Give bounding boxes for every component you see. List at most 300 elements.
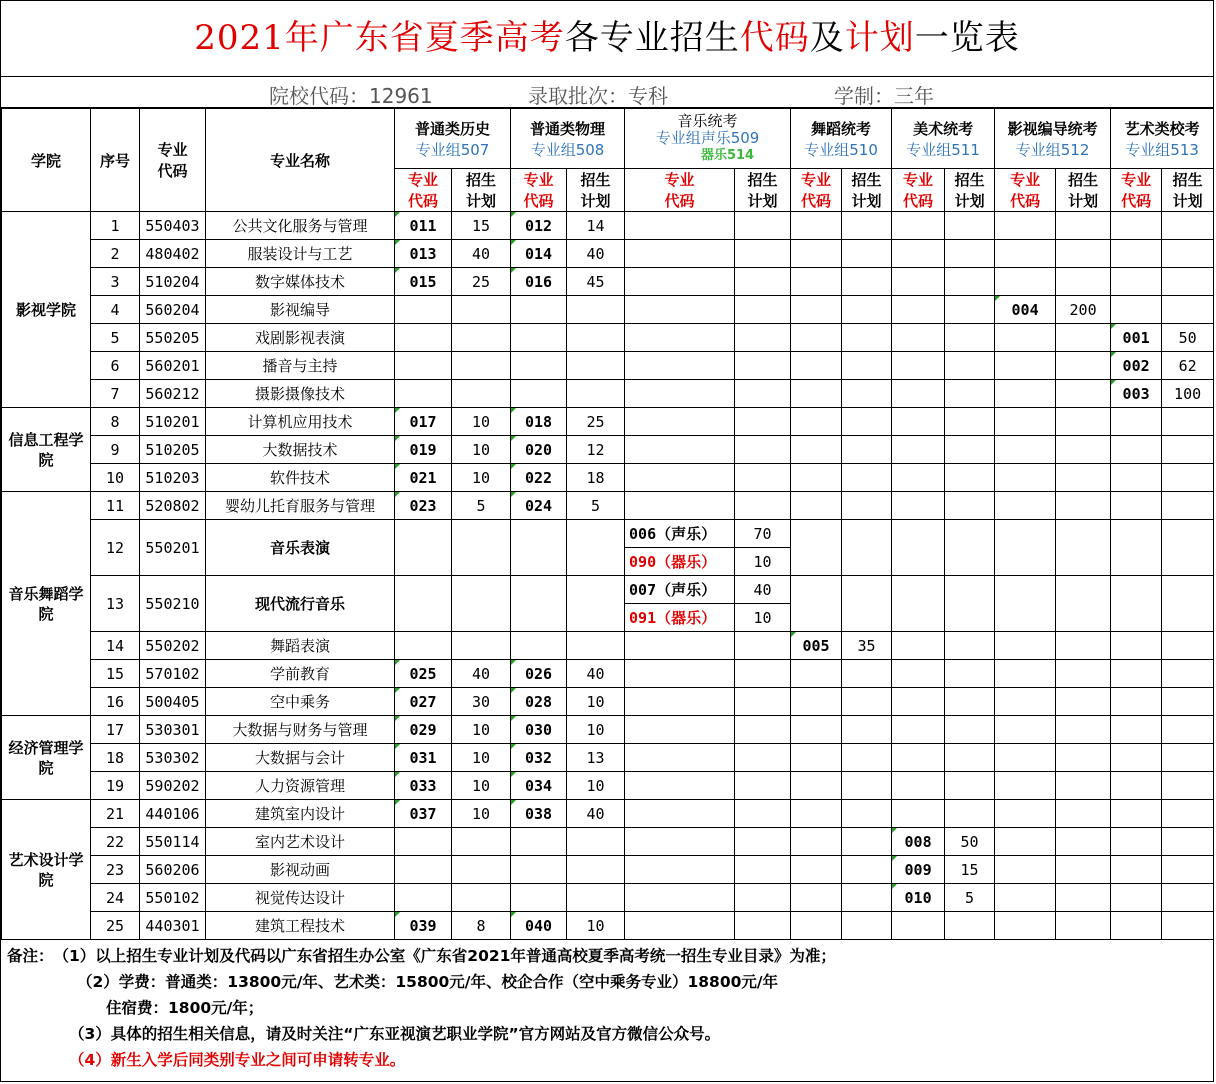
group-code-cell	[1111, 716, 1162, 744]
group-plan-cell	[1056, 744, 1111, 772]
group-plan-cell	[1162, 436, 1214, 464]
major-code-cell: 440106	[140, 800, 206, 828]
group-plan-cell	[842, 212, 892, 240]
title-year: 2021年	[194, 18, 320, 58]
table-row	[2, 464, 1214, 492]
group-plan-cell	[842, 688, 892, 716]
group-plan-cell: 10	[452, 800, 511, 828]
group-code-cell: 025	[395, 660, 452, 688]
subheader-code-l2: 代码	[1010, 192, 1041, 210]
group-code-cell	[625, 240, 735, 268]
group-code-cell	[511, 296, 567, 324]
college-cell: 影视学院	[2, 212, 91, 408]
group-plan-cell	[452, 576, 511, 632]
subheader-code	[395, 169, 452, 212]
notes	[1, 943, 1213, 1073]
group-plan-cell	[452, 296, 511, 324]
table-row	[2, 492, 1214, 520]
subheader-code-l1: 专业	[523, 171, 554, 189]
subheader-code	[791, 169, 842, 212]
group-plan-cell	[945, 520, 995, 576]
group-plan-cell	[945, 408, 995, 436]
group-plan-cell	[842, 520, 892, 576]
title-list: 一览表	[914, 18, 1020, 58]
admission-batch: 录取批次：专科	[528, 84, 668, 108]
group-code-cell	[1111, 296, 1162, 324]
major-code-cell: 550403	[140, 212, 206, 240]
table-row	[2, 688, 1214, 716]
major-code-cell: 550201	[140, 520, 206, 576]
group-code-cell	[995, 520, 1056, 576]
table-row	[2, 212, 1214, 240]
group-plan-cell: 8	[452, 912, 511, 940]
major-name-cell: 影视动画	[206, 856, 395, 884]
group-code-cell	[1111, 212, 1162, 240]
group-plan-cell	[452, 352, 511, 380]
group-plan-cell	[1056, 800, 1111, 828]
group-plan-cell	[842, 268, 892, 296]
group-plan-cell	[735, 492, 791, 520]
group-plan-cell	[842, 800, 892, 828]
group-plan-cell	[842, 296, 892, 324]
table-row	[2, 632, 1214, 660]
table-row	[2, 800, 1214, 828]
group-code-cell	[892, 800, 945, 828]
group-plan-cell	[1162, 520, 1214, 576]
group-plan-cell	[1056, 688, 1111, 716]
table-row	[2, 324, 1214, 352]
group-plan-cell	[945, 632, 995, 660]
group-code-cell	[995, 884, 1056, 912]
group-plan-cell	[1056, 884, 1111, 912]
major-name-cell: 建筑工程技术	[206, 912, 395, 940]
group-code-cell	[892, 380, 945, 408]
group-sub2: 器乐514	[700, 148, 755, 163]
group-code-cell	[791, 352, 842, 380]
group-plan-cell	[567, 520, 625, 576]
group-code-cell: 024	[511, 492, 567, 520]
group-plan-cell	[945, 716, 995, 744]
group-plan-cell	[452, 828, 511, 856]
subheader-code-l2: 代码	[903, 192, 934, 210]
group-code-cell	[791, 296, 842, 324]
group-plan-cell	[1056, 240, 1111, 268]
seq-cell: 16	[91, 688, 140, 716]
group-code-cell	[995, 744, 1056, 772]
group-plan-cell	[1162, 884, 1214, 912]
group-code-cell	[995, 408, 1056, 436]
subheader-plan	[567, 169, 625, 212]
enrollment-table	[1, 108, 1214, 940]
group-code-cell	[1111, 828, 1162, 856]
subheader-plan-l2: 计划	[580, 192, 611, 210]
group-code-cell	[791, 744, 842, 772]
group-plan-cell	[1162, 240, 1214, 268]
group-plan-cell	[842, 716, 892, 744]
group-plan-cell	[842, 408, 892, 436]
group-plan-cell	[735, 912, 791, 940]
group-plan-cell	[1162, 800, 1214, 828]
group-plan-cell: 10	[452, 408, 511, 436]
group-plan-cell	[735, 324, 791, 352]
group-plan-cell	[842, 660, 892, 688]
group-code-cell	[1111, 268, 1162, 296]
group-code-cell	[625, 212, 735, 240]
title-part: 各专业招生	[564, 18, 740, 58]
group-code-cell	[625, 632, 735, 660]
major-code-cell: 480402	[140, 240, 206, 268]
seq-cell: 21	[91, 800, 140, 828]
group-code-cell: 023	[395, 492, 452, 520]
group-code-cell	[791, 688, 842, 716]
table-row	[2, 828, 1214, 856]
major-code-cell: 510205	[140, 436, 206, 464]
group-plan-cell	[452, 632, 511, 660]
group-code-cell	[995, 464, 1056, 492]
group-sub: 专业组510	[804, 140, 878, 159]
major-name-cell: 戏剧影视表演	[206, 324, 395, 352]
group-plan-cell	[842, 856, 892, 884]
group-code-cell	[995, 772, 1056, 800]
major-name-cell: 大数据与财务与管理	[206, 716, 395, 744]
group-plan-cell	[1056, 716, 1111, 744]
group-code-cell	[892, 912, 945, 940]
group-code-cell	[395, 352, 452, 380]
group-plan-cell	[1056, 464, 1111, 492]
group-code-cell	[791, 884, 842, 912]
group-plan-cell	[842, 436, 892, 464]
group-code-cell	[995, 716, 1056, 744]
group-code-cell: 009	[892, 856, 945, 884]
group-plan-cell	[842, 380, 892, 408]
group-code-cell: 017	[395, 408, 452, 436]
group-code-cell	[1111, 576, 1162, 632]
group-name: 普通类历史	[415, 119, 491, 138]
group-code-cell	[995, 240, 1056, 268]
table-row	[2, 436, 1214, 464]
group-plan-cell	[945, 268, 995, 296]
major-code-cell: 570102	[140, 660, 206, 688]
major-code-cell: 550202	[140, 632, 206, 660]
group-plan-cell	[1162, 912, 1214, 940]
note-2: （2）学费：普通类：13800元/年、艺术类：15800元/年、校企合作（空中乘务专业）18800元/年	[77, 973, 779, 991]
table-row	[2, 352, 1214, 380]
group-plan-cell	[567, 576, 625, 632]
table-row	[2, 296, 1214, 324]
group-plan-cell	[452, 380, 511, 408]
group-code-cell	[395, 324, 452, 352]
group-plan-cell	[735, 408, 791, 436]
group-code-cell	[995, 688, 1056, 716]
major-name-cell: 建筑室内设计	[206, 800, 395, 828]
group-code-cell	[892, 576, 945, 632]
group-plan-cell: 40	[567, 660, 625, 688]
group-code-cell	[995, 436, 1056, 464]
group-code-cell	[625, 408, 735, 436]
group-plan-cell	[945, 464, 995, 492]
subheader-code	[1111, 169, 1162, 212]
group-plan-cell	[842, 828, 892, 856]
group-code-cell	[625, 324, 735, 352]
group-code-cell	[1111, 688, 1162, 716]
group-code-cell	[395, 828, 452, 856]
group-plan-cell	[945, 380, 995, 408]
major-name-cell: 室内艺术设计	[206, 828, 395, 856]
major-name-cell: 学前教育	[206, 660, 395, 688]
major-name-cell: 大数据与会计	[206, 744, 395, 772]
group-code-cell: 004	[995, 296, 1056, 324]
music-plan-cell: 70	[735, 520, 791, 548]
group-plan-cell	[1056, 520, 1111, 576]
group-code-cell	[892, 268, 945, 296]
music-code-cell: 006（声乐）	[625, 520, 735, 548]
major-name-cell: 大数据技术	[206, 436, 395, 464]
group-code-cell	[791, 212, 842, 240]
group-code-cell: 032	[511, 744, 567, 772]
major-code-cell: 550205	[140, 324, 206, 352]
group-code-cell	[625, 380, 735, 408]
college-cell: 信息工程学院	[2, 408, 91, 492]
group-name: 普通类物理	[530, 119, 606, 138]
note-1: 备注： （1）以上招生专业计划及代码以广东省招生办公室《广东省2021年普通高校夏季高考统一招生专业目录》为准；	[7, 947, 836, 965]
subheader-code-l1: 专业	[664, 171, 695, 189]
title-plan: 计划	[844, 18, 915, 58]
title-and: 及	[809, 18, 845, 58]
header-seq: 序号	[91, 109, 140, 212]
group-code-cell	[892, 324, 945, 352]
group-code-cell	[625, 352, 735, 380]
group-code-cell: 028	[511, 688, 567, 716]
group-plan-cell	[1162, 464, 1214, 492]
group-plan-cell	[1162, 716, 1214, 744]
group-code-cell	[625, 744, 735, 772]
group-code-cell	[1111, 408, 1162, 436]
group-plan-cell: 10	[567, 912, 625, 940]
group-code-cell	[395, 856, 452, 884]
group-plan-cell: 12	[567, 436, 625, 464]
subheader-code-l2: 代码	[407, 192, 438, 210]
group-plan-cell	[945, 800, 995, 828]
major-code-cell: 500405	[140, 688, 206, 716]
group-plan-cell	[735, 772, 791, 800]
group-plan-cell	[567, 856, 625, 884]
group-plan-cell	[452, 520, 511, 576]
major-code-cell: 550114	[140, 828, 206, 856]
group-code-cell	[1111, 464, 1162, 492]
table-row	[2, 240, 1214, 268]
subheader-plan	[1162, 169, 1214, 212]
group-code-cell	[395, 380, 452, 408]
subheader-code-l1: 专业	[1121, 171, 1152, 189]
group-plan-cell: 10	[567, 716, 625, 744]
group-name: 舞蹈统考	[811, 119, 872, 138]
group-code-cell	[1111, 240, 1162, 268]
group-code-cell	[1111, 772, 1162, 800]
group-code-cell: 016	[511, 268, 567, 296]
group-code-cell	[511, 856, 567, 884]
group-plan-cell	[945, 296, 995, 324]
seq-cell: 1	[91, 212, 140, 240]
music-code-cell: 090（器乐）	[625, 548, 735, 576]
group-code-cell: 027	[395, 688, 452, 716]
group-plan-cell	[1162, 492, 1214, 520]
group-plan-cell: 10	[452, 464, 511, 492]
major-code-cell: 440301	[140, 912, 206, 940]
note-3: 住宿费：1800元/年；	[106, 999, 264, 1017]
group-code-cell	[995, 660, 1056, 688]
major-name-cell: 现代流行音乐	[206, 576, 395, 632]
major-code-cell: 550102	[140, 884, 206, 912]
subheader-plan-l1: 招生	[580, 171, 611, 189]
group-plan-cell	[1162, 268, 1214, 296]
seq-cell: 10	[91, 464, 140, 492]
major-name-cell: 婴幼儿托育服务与管理	[206, 492, 395, 520]
group-plan-cell	[945, 660, 995, 688]
subheader-code-l2: 代码	[523, 192, 554, 210]
group-plan-cell: 40	[452, 240, 511, 268]
major-code-cell: 510204	[140, 268, 206, 296]
header-group-art	[892, 109, 995, 169]
major-code-cell: 560212	[140, 380, 206, 408]
seq-cell: 2	[91, 240, 140, 268]
group-code-cell	[892, 464, 945, 492]
group-code-cell	[511, 828, 567, 856]
group-code-cell	[791, 492, 842, 520]
group-code-cell: 011	[395, 212, 452, 240]
group-plan-cell	[1162, 688, 1214, 716]
header-major-code-l2: 代码	[157, 162, 188, 180]
table-row	[2, 268, 1214, 296]
group-code-cell: 003	[1111, 380, 1162, 408]
subheader-code	[511, 169, 567, 212]
seq-cell: 17	[91, 716, 140, 744]
group-name: 音乐统考	[677, 112, 738, 130]
group-code-cell	[1111, 632, 1162, 660]
group-plan-cell	[842, 240, 892, 268]
group-plan-cell	[1162, 212, 1214, 240]
group-code-cell: 031	[395, 744, 452, 772]
group-code-cell	[1111, 884, 1162, 912]
group-plan-cell	[945, 772, 995, 800]
major-code-cell: 550210	[140, 576, 206, 632]
group-plan-cell	[567, 324, 625, 352]
subheader-code-l1: 专业	[407, 171, 438, 189]
major-code-cell: 520802	[140, 492, 206, 520]
subheader-code-l2: 代码	[1121, 192, 1152, 210]
group-plan-cell: 35	[842, 632, 892, 660]
group-code-cell: 021	[395, 464, 452, 492]
group-code-cell	[995, 324, 1056, 352]
group-sub: 专业组512	[1015, 140, 1090, 159]
group-plan-cell	[735, 352, 791, 380]
group-code-cell: 014	[511, 240, 567, 268]
group-plan-cell	[842, 912, 892, 940]
group-plan-cell	[735, 660, 791, 688]
group-plan-cell: 10	[567, 688, 625, 716]
group-code-cell	[625, 436, 735, 464]
group-code-cell	[892, 632, 945, 660]
seq-cell: 13	[91, 576, 140, 632]
major-code-cell: 560204	[140, 296, 206, 324]
group-code-cell: 022	[511, 464, 567, 492]
group-code-cell: 012	[511, 212, 567, 240]
group-code-cell: 010	[892, 884, 945, 912]
major-name-cell: 空中乘务	[206, 688, 395, 716]
group-code-cell	[791, 520, 842, 576]
group-plan-cell	[567, 352, 625, 380]
group-code-cell: 038	[511, 800, 567, 828]
group-code-cell: 026	[511, 660, 567, 688]
page-title	[1, 1, 1213, 77]
group-code-cell	[892, 408, 945, 436]
major-code-cell: 530301	[140, 716, 206, 744]
group-code-cell: 040	[511, 912, 567, 940]
group-plan-cell	[1056, 268, 1111, 296]
group-plan-cell	[735, 212, 791, 240]
seq-cell: 14	[91, 632, 140, 660]
group-code-cell	[995, 856, 1056, 884]
group-plan-cell	[945, 324, 995, 352]
title-exam: 夏季高考	[424, 18, 565, 58]
table-row	[2, 576, 1214, 604]
group-plan-cell: 13	[567, 744, 625, 772]
group-plan-cell: 5	[945, 884, 995, 912]
group-code-cell	[995, 800, 1056, 828]
header-group-history	[395, 109, 511, 169]
seq-cell: 9	[91, 436, 140, 464]
header-college: 学院	[2, 109, 91, 212]
group-code-cell	[511, 884, 567, 912]
group-plan-cell	[1056, 828, 1111, 856]
group-plan-cell: 50	[945, 828, 995, 856]
group-sub: 专业组507	[415, 140, 490, 159]
group-plan-cell	[1162, 576, 1214, 632]
major-name-cell: 软件技术	[206, 464, 395, 492]
seq-cell: 22	[91, 828, 140, 856]
group-code-cell	[892, 492, 945, 520]
group-plan-cell: 10	[452, 772, 511, 800]
group-code-cell	[511, 576, 567, 632]
music-plan-cell: 40	[735, 576, 791, 604]
group-plan-cell	[1162, 408, 1214, 436]
group-code-cell: 005	[791, 632, 842, 660]
group-plan-cell	[1056, 352, 1111, 380]
group-code-cell	[1111, 436, 1162, 464]
study-duration: 学制：三年	[834, 84, 934, 108]
group-plan-cell	[945, 492, 995, 520]
major-name-cell: 影视编导	[206, 296, 395, 324]
group-plan-cell: 18	[567, 464, 625, 492]
title-province: 广东省	[319, 18, 425, 58]
seq-cell: 12	[91, 520, 140, 576]
subheader-plan-l2: 计划	[851, 192, 882, 210]
group-code-cell: 001	[1111, 324, 1162, 352]
subheader-plan	[452, 169, 511, 212]
group-plan-cell	[735, 268, 791, 296]
subheader-code-l1: 专业	[801, 171, 832, 189]
major-code-cell: 510201	[140, 408, 206, 436]
group-plan-cell	[945, 436, 995, 464]
group-plan-cell	[842, 576, 892, 632]
subheader-plan-l1: 招生	[851, 171, 882, 189]
subheader-code-l2: 代码	[801, 192, 832, 210]
group-code-cell: 018	[511, 408, 567, 436]
group-code-cell: 013	[395, 240, 452, 268]
group-plan-cell	[735, 240, 791, 268]
group-code-cell	[892, 296, 945, 324]
group-name: 艺术类校考	[1124, 119, 1200, 138]
group-code-cell	[395, 576, 452, 632]
